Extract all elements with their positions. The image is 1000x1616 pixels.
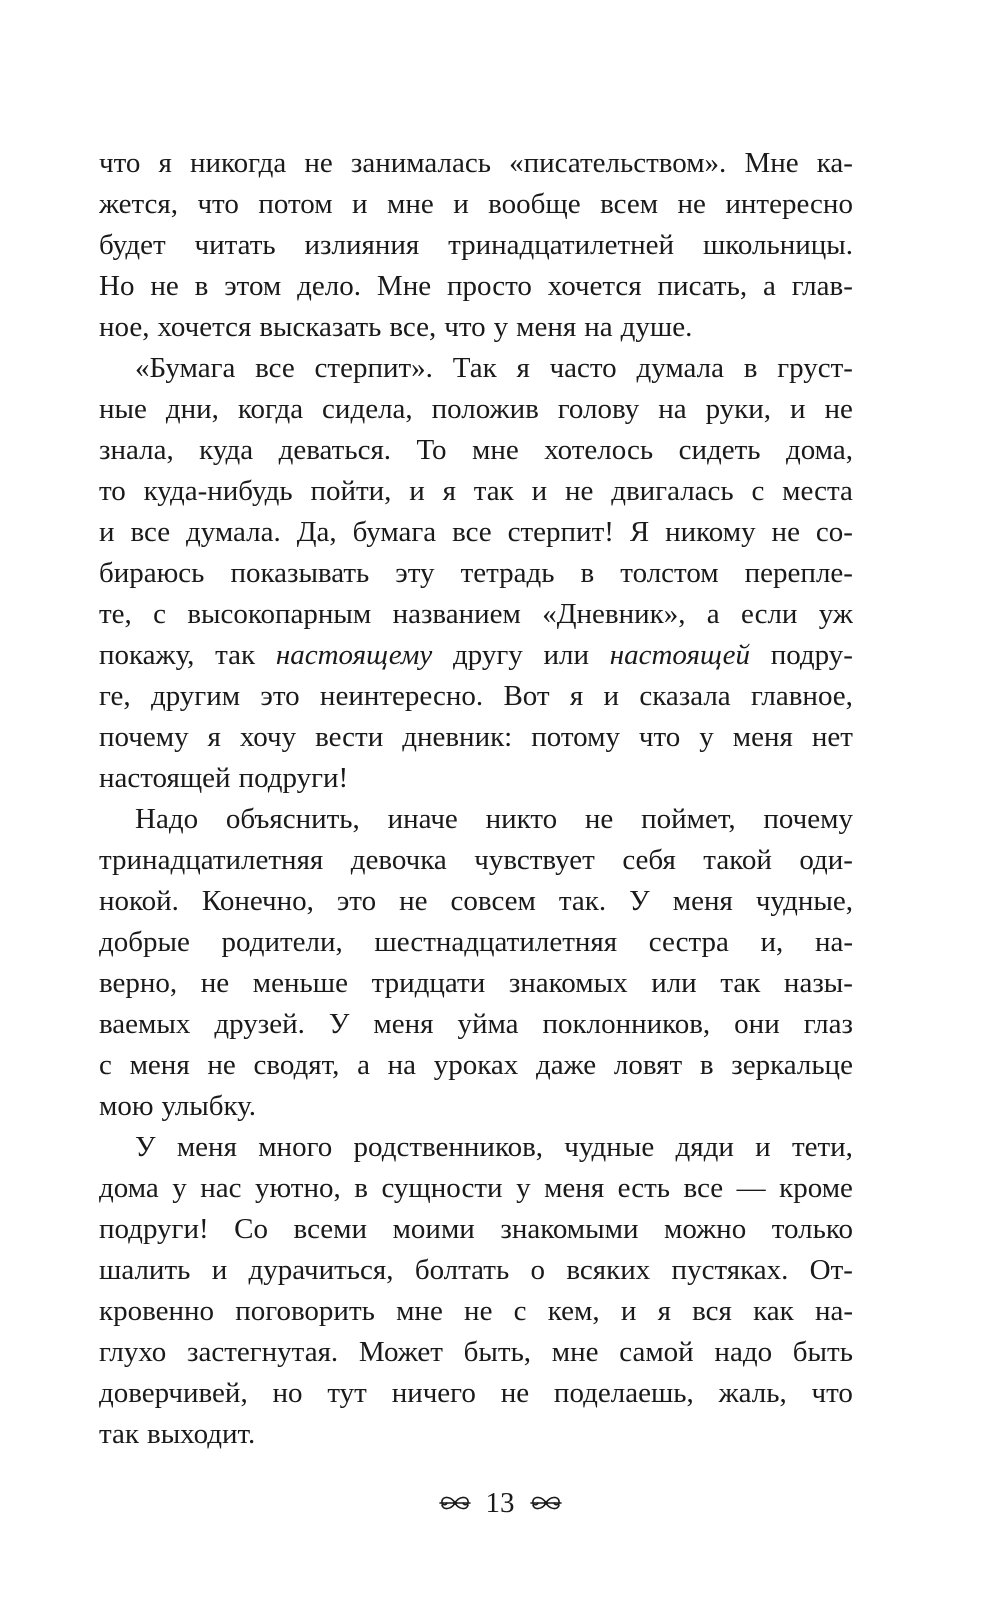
ornament-right-icon (529, 1492, 563, 1514)
word: подруги! (238, 762, 349, 794)
word: сводят, (253, 1049, 340, 1081)
word: только (771, 1213, 853, 1245)
word: мне (551, 1336, 599, 1368)
word: доверчивей, (99, 1377, 248, 1409)
word: хочется (547, 270, 642, 302)
word: у (516, 1172, 531, 1204)
text-line (99, 389, 853, 430)
word: если (740, 598, 798, 630)
word: неинтересно. (319, 680, 484, 712)
word: дурачиться, (248, 1254, 394, 1286)
word: У (629, 885, 650, 917)
word: ге, (99, 680, 131, 712)
text-line (99, 430, 853, 471)
word: и (99, 516, 115, 548)
word: кровенно (99, 1295, 215, 1327)
word: болтать (414, 1254, 510, 1286)
word: что (444, 311, 486, 343)
word: много (258, 1131, 333, 1163)
word: девочка (350, 844, 447, 876)
word: а (706, 598, 720, 630)
word: «Дневник», (542, 598, 686, 630)
word: с (99, 1049, 112, 1081)
word: сидела, (322, 393, 413, 425)
word: высокопарным (187, 598, 372, 630)
word: все (255, 352, 295, 384)
text-line (99, 1332, 853, 1373)
word: добрые (99, 926, 190, 958)
word: Я (629, 516, 650, 548)
word: или (651, 967, 697, 999)
word: думала. (186, 516, 281, 548)
word: «Бумага (135, 352, 236, 384)
page-number: 13 (485, 1487, 515, 1519)
page-footer (0, 1483, 1000, 1523)
word: шалить (99, 1254, 191, 1286)
word: Так (452, 352, 497, 384)
word: дяди (675, 1131, 734, 1163)
word: хочется (157, 311, 252, 343)
italic-word: настоящему (275, 639, 433, 671)
word: все (452, 516, 492, 548)
word: всяких (566, 1254, 651, 1286)
word: что (197, 188, 239, 220)
word: и (620, 1295, 637, 1327)
word: стерпит! (507, 516, 614, 548)
word: меня (373, 1008, 434, 1040)
word: ные (99, 393, 147, 425)
word: пустяках. (671, 1254, 789, 1286)
word: сказала (639, 680, 731, 712)
word: на (387, 1049, 417, 1081)
word: те, (99, 598, 132, 630)
word: уж (818, 598, 853, 630)
word: дневник: (402, 721, 513, 753)
word: занималась (350, 147, 491, 179)
word: часто (549, 352, 617, 384)
text-line (99, 963, 853, 1004)
word: Со (234, 1213, 269, 1245)
word: или (543, 639, 589, 671)
word: в (699, 1049, 714, 1081)
word: мне (396, 1295, 443, 1327)
word: уйма (457, 1008, 519, 1040)
word: тетрадь (460, 557, 555, 589)
word: глав- (791, 270, 853, 302)
word: на (584, 311, 613, 343)
word: настоящей (99, 762, 231, 794)
word: что (811, 1377, 853, 1409)
word: так (99, 1418, 139, 1450)
word: вся (692, 1295, 732, 1327)
word: не (150, 270, 179, 302)
word: Может (358, 1336, 443, 1368)
word: дома (99, 1172, 159, 1204)
word: не (464, 1295, 493, 1327)
word: улыбку. (161, 1090, 256, 1122)
text-line (99, 1004, 853, 1045)
word: знакомых (508, 967, 628, 999)
word: уроках (433, 1049, 519, 1081)
word: дело. (297, 270, 362, 302)
word: как (753, 1295, 794, 1327)
word: этом (224, 270, 282, 302)
word: не (500, 1377, 530, 1409)
word: тут (327, 1377, 367, 1409)
word (610, 635, 750, 676)
word: и (531, 475, 548, 507)
word: и (352, 188, 368, 220)
text-line (99, 471, 853, 512)
word: что (99, 147, 141, 179)
word: я (516, 352, 530, 384)
word: Да, (296, 516, 337, 548)
word: мне (472, 434, 519, 466)
text-line (99, 594, 853, 635)
word: не (771, 516, 800, 548)
word: меня (672, 885, 733, 917)
italic-word: настоящей (609, 639, 750, 671)
word: родители, (221, 926, 343, 958)
word: сущности (381, 1172, 503, 1204)
word: родственников, (353, 1131, 544, 1163)
word: голову (557, 393, 640, 425)
word: ничего (391, 1377, 476, 1409)
word: меня (732, 721, 793, 753)
word: с (153, 598, 166, 630)
word: у (493, 311, 509, 343)
word: поделаешь, (553, 1377, 694, 1409)
word: друзей. (214, 1008, 305, 1040)
text-line (99, 922, 853, 963)
word: у (699, 721, 714, 753)
word: меня (129, 1049, 190, 1081)
word: названием (392, 598, 521, 630)
word: меня (544, 1172, 605, 1204)
word: другу (453, 639, 523, 671)
word: мне (386, 188, 434, 220)
word: излияния (304, 229, 420, 261)
word: школьницы. (702, 229, 853, 261)
word: сестра (648, 926, 729, 958)
word: нокой. (99, 885, 179, 917)
word: такой (703, 844, 772, 876)
word: груст- (777, 352, 853, 384)
word: места (782, 475, 853, 507)
word: зеркальце (731, 1049, 853, 1081)
word: деваться. (278, 434, 392, 466)
text-line (99, 512, 853, 553)
word: другим (150, 680, 241, 712)
word: подруги! (99, 1213, 209, 1245)
word: просто (447, 270, 532, 302)
word: я (207, 721, 221, 753)
word: показывать (230, 557, 370, 589)
word: я (569, 680, 584, 712)
word: глухо (99, 1336, 167, 1368)
word: эту (395, 557, 435, 589)
word: не (304, 147, 333, 179)
word: толстом (620, 557, 719, 589)
word: меньше (252, 967, 348, 999)
word: куда-нибудь (143, 475, 293, 507)
word: и (603, 680, 620, 712)
word: застегнутая. (187, 1336, 339, 1368)
word: даже (535, 1049, 597, 1081)
word: на- (814, 1295, 853, 1327)
word: в (580, 557, 595, 589)
word (276, 635, 432, 676)
word: себя (622, 844, 676, 876)
word: о (530, 1254, 546, 1286)
text-line (99, 553, 853, 594)
word: никто (485, 803, 558, 835)
word: поклонников, (542, 1008, 711, 1040)
body-text (99, 143, 853, 1455)
word: вести (315, 721, 384, 753)
word: руки, (705, 393, 772, 425)
word: не (200, 967, 230, 999)
word: хотелось (544, 434, 654, 466)
word: есть (617, 1172, 671, 1204)
word: и (409, 475, 425, 507)
word: не (824, 393, 853, 425)
word: тринадцатилетней (448, 229, 675, 261)
text-line (99, 635, 853, 676)
word: всеми (293, 1213, 368, 1245)
word: и, (760, 926, 784, 958)
word: это (260, 680, 300, 712)
word: в (354, 1172, 368, 1204)
text-line (99, 1414, 853, 1455)
word: чувствует (474, 844, 595, 876)
text-line (99, 184, 853, 225)
word: Мне (744, 147, 799, 179)
word: перепле- (744, 557, 853, 589)
word: так. (558, 885, 607, 917)
text-line (99, 143, 853, 184)
text-line (99, 1127, 853, 1168)
word: чудные (564, 1131, 655, 1163)
word: покажу, (99, 639, 195, 671)
word: уютно, (255, 1172, 341, 1204)
word: Мне (376, 270, 432, 302)
word: все, (389, 311, 437, 343)
word: моими (392, 1213, 475, 1245)
text-line (99, 758, 853, 799)
word: Но (99, 270, 135, 302)
word: в (743, 352, 758, 384)
word: нет (811, 721, 853, 753)
word: чудные, (755, 885, 853, 917)
word: жаль, (718, 1377, 787, 1409)
word: тринадцатилетняя (99, 844, 324, 876)
word: будет (99, 229, 166, 261)
text-line (99, 717, 853, 758)
word: вообще (488, 188, 581, 220)
word: объяснить, (225, 803, 360, 835)
word: бираюсь (99, 557, 205, 589)
word: я (657, 1295, 671, 1327)
word: в (194, 270, 209, 302)
word: быть (792, 1336, 853, 1368)
text-line (99, 307, 853, 348)
word: главное, (750, 680, 853, 712)
word: самой (619, 1336, 694, 1368)
text-line (99, 1045, 853, 1086)
word: дни, (165, 393, 219, 425)
word: быть, (463, 1336, 532, 1368)
word: знала, (99, 434, 174, 466)
word: поймет, (641, 803, 736, 835)
word: стерпит». (314, 352, 433, 384)
text-line (99, 266, 853, 307)
word: кроме (779, 1172, 853, 1204)
word: бумага (352, 516, 437, 548)
word: все (683, 1172, 724, 1204)
word: почему (99, 721, 189, 753)
word: дома, (785, 434, 853, 466)
word: всем (600, 188, 659, 220)
word: куда (199, 434, 254, 466)
word: Вот (503, 680, 550, 712)
word: с (751, 475, 765, 507)
word: потому (531, 721, 620, 753)
word: то (99, 475, 126, 507)
word: надо (714, 1336, 773, 1368)
word: тети, (791, 1131, 853, 1163)
word: жется, (99, 188, 179, 220)
word: когда (237, 393, 304, 425)
word: писать, (657, 270, 748, 302)
word: тридцати (371, 967, 486, 999)
word: на- (814, 926, 853, 958)
word: так (215, 639, 256, 671)
word: иначе (387, 803, 458, 835)
word: и (790, 393, 806, 425)
word: От- (809, 1254, 853, 1286)
word: ваемых (99, 1008, 191, 1040)
word: кем, (547, 1295, 600, 1327)
text-line (99, 799, 853, 840)
word: никогда (189, 147, 287, 179)
text-line (99, 1168, 853, 1209)
word: высказать (259, 311, 382, 343)
word: верно, (99, 967, 178, 999)
word: а (762, 270, 776, 302)
word: что (638, 721, 681, 753)
text-line (99, 840, 853, 881)
word: положив (431, 393, 539, 425)
word: интересно (725, 188, 853, 220)
ornament-left-icon (438, 1492, 472, 1514)
word: почему (763, 803, 853, 835)
word: подру- (770, 639, 853, 671)
text-line (99, 225, 853, 266)
word: ное, (99, 311, 150, 343)
word: со- (815, 516, 853, 548)
word: — (736, 1172, 766, 1204)
word: я (158, 147, 172, 179)
text-line (99, 348, 853, 389)
word: не (584, 803, 614, 835)
word: меня (176, 1131, 237, 1163)
word: на (658, 393, 687, 425)
word: пойти, (310, 475, 392, 507)
text-line (99, 676, 853, 717)
word: Надо (135, 803, 199, 835)
text-line (99, 881, 853, 922)
word: ка- (816, 147, 853, 179)
word: сидеть (678, 434, 761, 466)
word: не (564, 475, 594, 507)
word: потом (258, 188, 333, 220)
word: а (357, 1049, 370, 1081)
word: поговорить (235, 1295, 375, 1327)
word: оди- (799, 844, 853, 876)
word: ловят (613, 1049, 683, 1081)
word: читать (194, 229, 276, 261)
text-line (99, 1373, 853, 1414)
text-line (99, 1250, 853, 1291)
word: шестнадцатилетняя (374, 926, 618, 958)
word: все (130, 516, 171, 548)
word: То (416, 434, 447, 466)
word: знакомыми (500, 1213, 639, 1245)
word: это (336, 885, 377, 917)
word: так (473, 475, 514, 507)
word: хочу (239, 721, 297, 753)
word: не (677, 188, 706, 220)
word: выходит. (147, 1418, 256, 1450)
word: и (755, 1131, 771, 1163)
word: думала (636, 352, 724, 384)
word: никому (665, 516, 756, 548)
word: не (399, 885, 428, 917)
word: так (720, 967, 761, 999)
text-line (99, 1291, 853, 1332)
word: нас (200, 1172, 242, 1204)
word: и (453, 188, 469, 220)
word: с (513, 1295, 527, 1327)
text-line (99, 1086, 853, 1127)
word: Конечно, (201, 885, 314, 917)
word: двигалась (611, 475, 734, 507)
word: совсем (450, 885, 536, 917)
text-line (99, 1209, 853, 1250)
word: мою (99, 1090, 154, 1122)
word: глаз (803, 1008, 853, 1040)
word: У (135, 1131, 156, 1163)
word: У (328, 1008, 350, 1040)
word: меня (516, 311, 577, 343)
word: не (207, 1049, 236, 1081)
word: у (172, 1172, 187, 1204)
word: и (211, 1254, 228, 1286)
word: они (734, 1008, 780, 1040)
word: я (442, 475, 456, 507)
word: назы- (783, 967, 853, 999)
word: можно (664, 1213, 747, 1245)
word: но (272, 1377, 303, 1409)
word: душе. (620, 311, 693, 343)
word: «писательством». (509, 147, 727, 179)
